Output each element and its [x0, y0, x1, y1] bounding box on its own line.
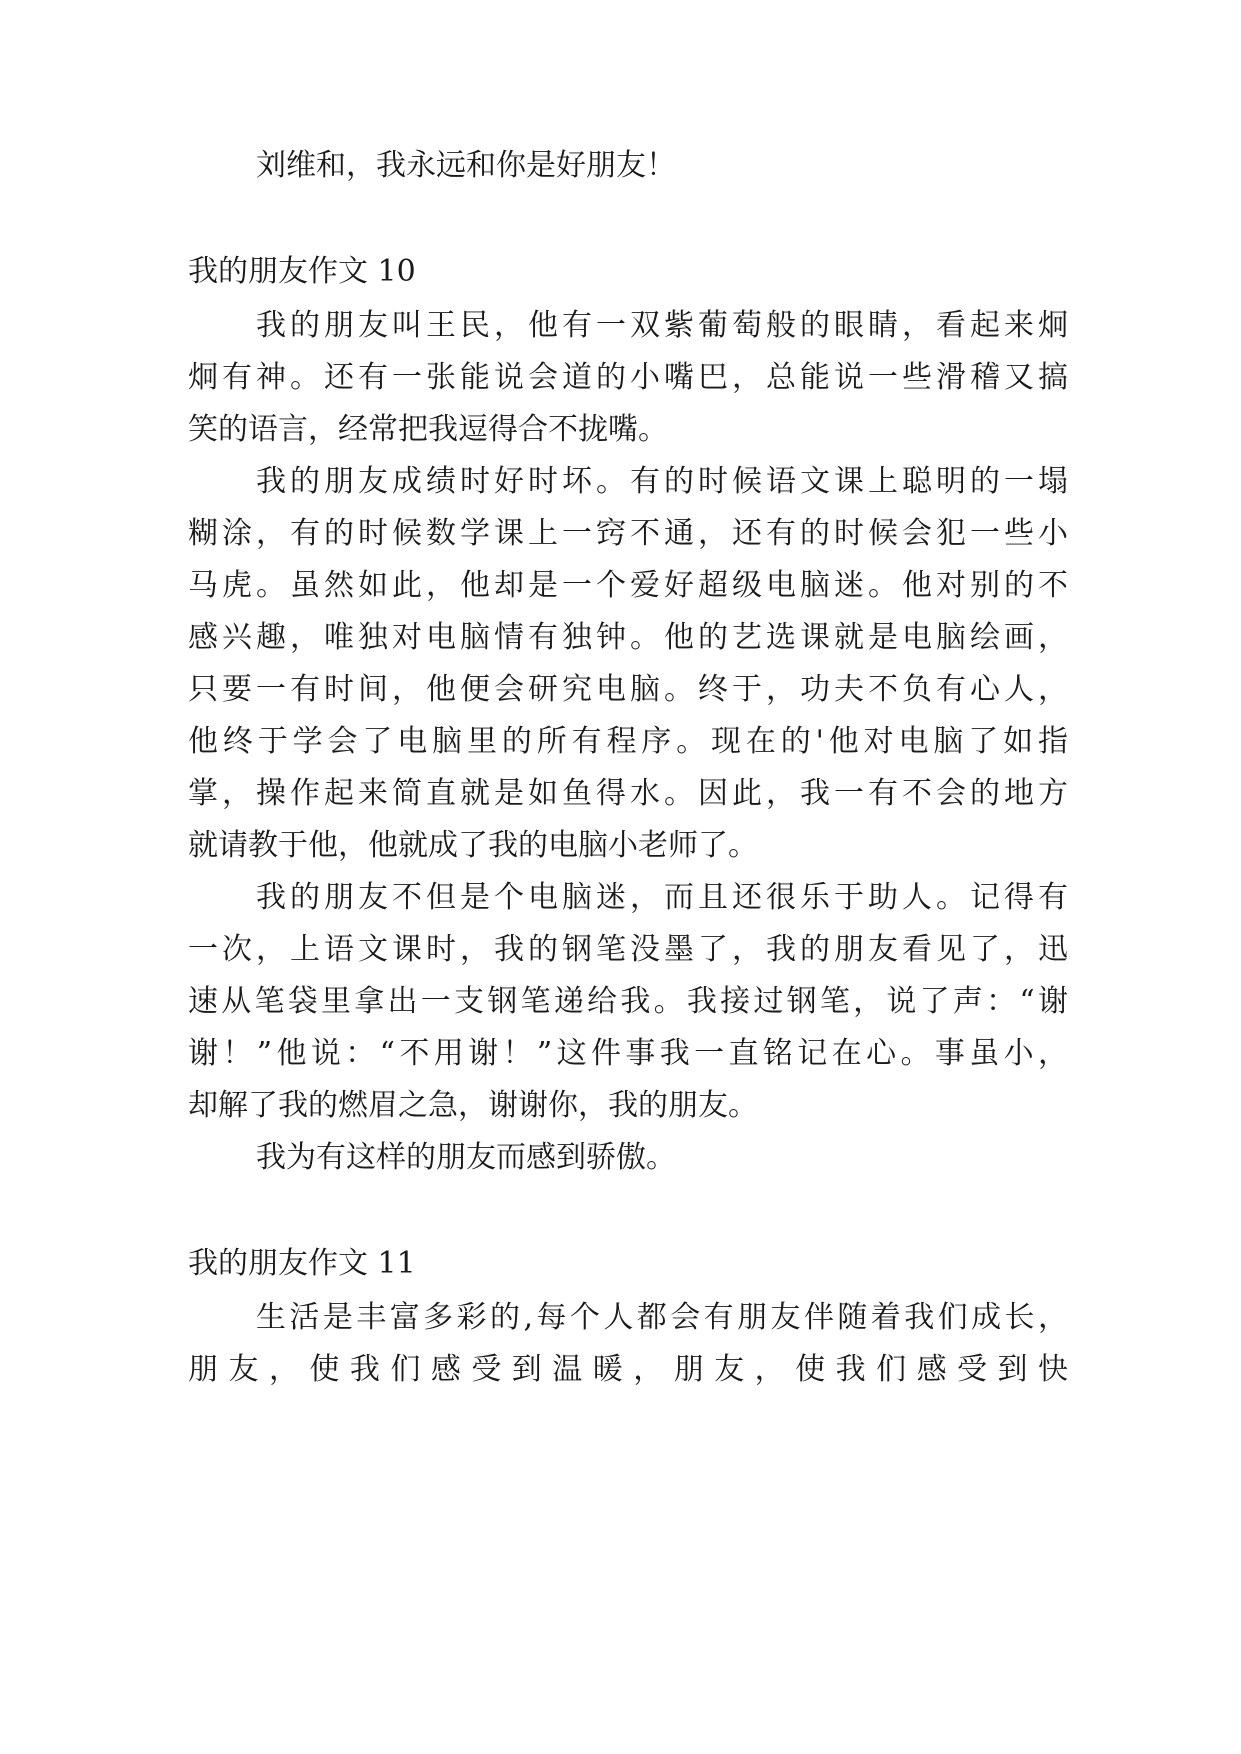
- paragraph-line: 却解了我的燃眉之急，谢谢你，我的朋友。: [188, 1088, 758, 1123]
- paragraph-line: 马虎。虽然如此，他却是一个爱好超级电脑迷。他对别的不: [188, 568, 1068, 603]
- paragraph-line: 速从笔袋里拿出一支钢笔递给我。我接过钢笔，说了声：“谢: [188, 984, 1068, 1019]
- paragraph-line: 就请教于他，他就成了我的电脑小老师了。: [188, 828, 758, 863]
- essay-11-title: 我的朋友作文 11: [188, 1246, 416, 1281]
- paragraph-line: 糊涂，有的时候数学课上一窍不通，还有的时候会犯一些小: [188, 516, 1068, 551]
- paragraph-line: 炯有神。还有一张能说会道的小嘴巴，总能说一些滑稽又搞: [188, 360, 1068, 395]
- paragraph-line: 感兴趣，唯独对电脑情有独钟。他的艺选课就是电脑绘画，: [188, 620, 1068, 655]
- essay-10-paragraph-4: 我为有这样的朋友而感到骄傲。: [256, 1140, 676, 1175]
- paragraph-line: 掌，操作起来简直就是如鱼得水。因此，我一有不会的地方: [188, 776, 1068, 811]
- paragraph-line: 一次，上语文课时，我的钢笔没墨了，我的朋友看见了，迅: [188, 932, 1068, 967]
- paragraph-line: 笑的语言，经常把我逗得合不拢嘴。: [188, 412, 668, 447]
- paragraph-line: 我的朋友成绩时好时坏。有的时候语文课上聪明的一塌: [256, 464, 1068, 499]
- paragraph-line: 生活是丰富多彩的,每个人都会有朋友伴随着我们成长，: [256, 1300, 1068, 1335]
- paragraph-line: 朋友，使我们感受到温暖，朋友，使我们感受到快: [188, 1352, 1068, 1387]
- paragraph-line: 我的朋友叫王民，他有一双紫葡萄般的眼睛，看起来炯: [256, 308, 1068, 343]
- essay-10-title: 我的朋友作文 10: [188, 254, 416, 289]
- paragraph-line: 只要一有时间，他便会研究电脑。终于，功夫不负有心人，: [188, 672, 1068, 707]
- paragraph-line: 他终于学会了电脑里的所有程序。现在的'他对电脑了如指: [188, 724, 1068, 759]
- closing-line: 刘维和，我永远和你是好朋友！: [256, 148, 676, 183]
- paragraph-line: 我的朋友不但是个电脑迷，而且还很乐于助人。记得有: [256, 880, 1068, 915]
- paragraph-line: 谢！”他说：“不用谢！”这件事我一直铭记在心。事虽小，: [188, 1036, 1068, 1071]
